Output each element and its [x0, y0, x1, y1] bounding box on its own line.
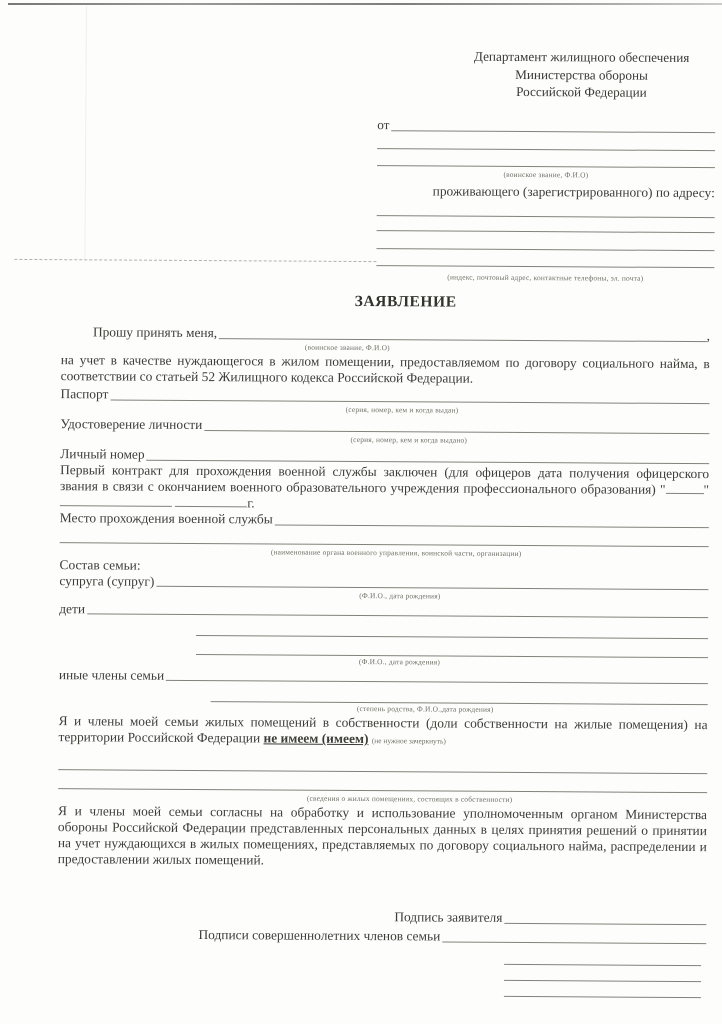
- consent-paragraph: Я и члены моей семьи согласны на обработку и использование уполномоченным органом Министерства обороны Российской Федерации представленных персональных данных в целях принятия решений о принятии на учет нуждающихся в жилых помещениях, представляемых по договору социального найма, распределении и предоставлении жилых помещений.: [57, 803, 708, 868]
- children-label: дети: [59, 600, 86, 616]
- strike-note: (не нужное зачеркнуть): [371, 736, 446, 746]
- address-row: [376, 251, 714, 270]
- address-caption: (индекс, почтовый адрес, контактные телефоны, эл. почта): [447, 272, 644, 283]
- request-intro-label: Прошу принять меня,: [92, 324, 218, 341]
- personal-number-label: Личный номер: [60, 446, 145, 462]
- perforation-dashed-line: [14, 259, 376, 262]
- family-signatures-label: Подписи совершеннолетних членов семьи: [198, 926, 441, 944]
- form-body: [57, 324, 710, 998]
- from-row: [377, 151, 715, 170]
- other-members-caption: (степень родства, Ф.И.О.,дата рождения): [356, 704, 494, 715]
- blank-day-field: [666, 482, 704, 494]
- address-intro: проживающего (зарегистрированного) по адресу:: [432, 183, 715, 201]
- identity-card-caption: (серия, номер, кем и когда выдано): [350, 434, 468, 445]
- spouse-label: супруга (супруг): [59, 572, 155, 589]
- recipient-line-3: Российской Федерации: [516, 83, 647, 100]
- blank-line: [376, 265, 714, 268]
- applicant-from-block: [376, 112, 715, 285]
- blank-line: [504, 965, 701, 982]
- first-contract-paragraph: [60, 462, 709, 514]
- applicant-signature-label: Подпись заявителя: [394, 909, 503, 925]
- passport-label: Паспорт: [60, 386, 109, 402]
- ownership-text: Я и члены моей семьи жилых помещений в собственности (доли собственности на жилые помещения) на территории Российской Федерации: [58, 713, 708, 746]
- blank-line: [504, 981, 701, 998]
- blank-line: [504, 949, 701, 966]
- blank-month-field: [60, 494, 172, 507]
- spouse-caption: (Ф.И.О., дата рождения): [359, 591, 441, 601]
- identity-card-label: Удостоверение личности: [60, 416, 203, 432]
- family-signatures-row: [57, 923, 706, 946]
- blank-line: [60, 526, 709, 547]
- recipient-block: [447, 48, 715, 102]
- quote-close: ": [703, 481, 710, 497]
- quote-open: ": [660, 481, 666, 497]
- blank-line: [196, 619, 708, 639]
- from-label: от: [377, 117, 390, 133]
- address-row: [377, 198, 715, 220]
- recipient-line-1: Департамент жилищного обеспечения: [473, 48, 690, 66]
- other-members-label: иные члены семьи: [58, 666, 165, 683]
- blank-line: [442, 941, 706, 944]
- spacer: [57, 942, 198, 943]
- ownership-caption: (сведения о жилых помещениях, состоящих в собственности): [306, 793, 513, 805]
- from-row: [377, 133, 715, 153]
- fold-crease-line: [84, 6, 87, 260]
- request-paragraph: на учет в качестве нуждающегося в жилом помещении, предоставляемом по договору социального найма, в соответствии со статьей 52 Жилищного кодекса Российской Федерации.: [60, 352, 710, 386]
- recipient-line-2: Министерства обороны: [515, 66, 648, 83]
- ownership-emphasis: не имеем (имеем): [263, 730, 369, 747]
- form-title: ЗАЯВЛЕНИЕ: [354, 292, 457, 311]
- from-row: [377, 112, 715, 135]
- blank-year-field: [175, 495, 247, 507]
- rank-name-caption: (воинское звание, Ф.И.О): [304, 342, 390, 353]
- trailing-comma: ,: [706, 328, 711, 344]
- signature-block: [57, 904, 707, 998]
- service-place-caption: (наименование органа военного управления, воинской части, организации): [270, 546, 522, 558]
- address-row: [376, 233, 714, 253]
- ownership-paragraph: [58, 714, 707, 752]
- family-heading: Состав семьи:: [59, 556, 141, 573]
- blank-line: [166, 680, 708, 684]
- children-caption: (Ф.И.О., дата рождения): [358, 657, 441, 667]
- service-place-label: Место прохождения военной службы: [59, 509, 273, 527]
- blank-line: [504, 923, 706, 925]
- rank-name-caption: (воинское звание, Ф.И.О): [503, 169, 589, 180]
- first-contract-text: Первый контракт для прохождения военной службы заключен (для офицеров дата получения офицерского звания в связи с окончанием военного образовательного учреждения профессионального образования): [59, 461, 710, 497]
- blank-line: [87, 614, 708, 619]
- passport-caption: (серия, номер, кем и когда выдан): [345, 404, 459, 415]
- year-suffix: г.: [247, 494, 255, 510]
- blank-line: [58, 772, 707, 793]
- blank-line: [58, 753, 707, 774]
